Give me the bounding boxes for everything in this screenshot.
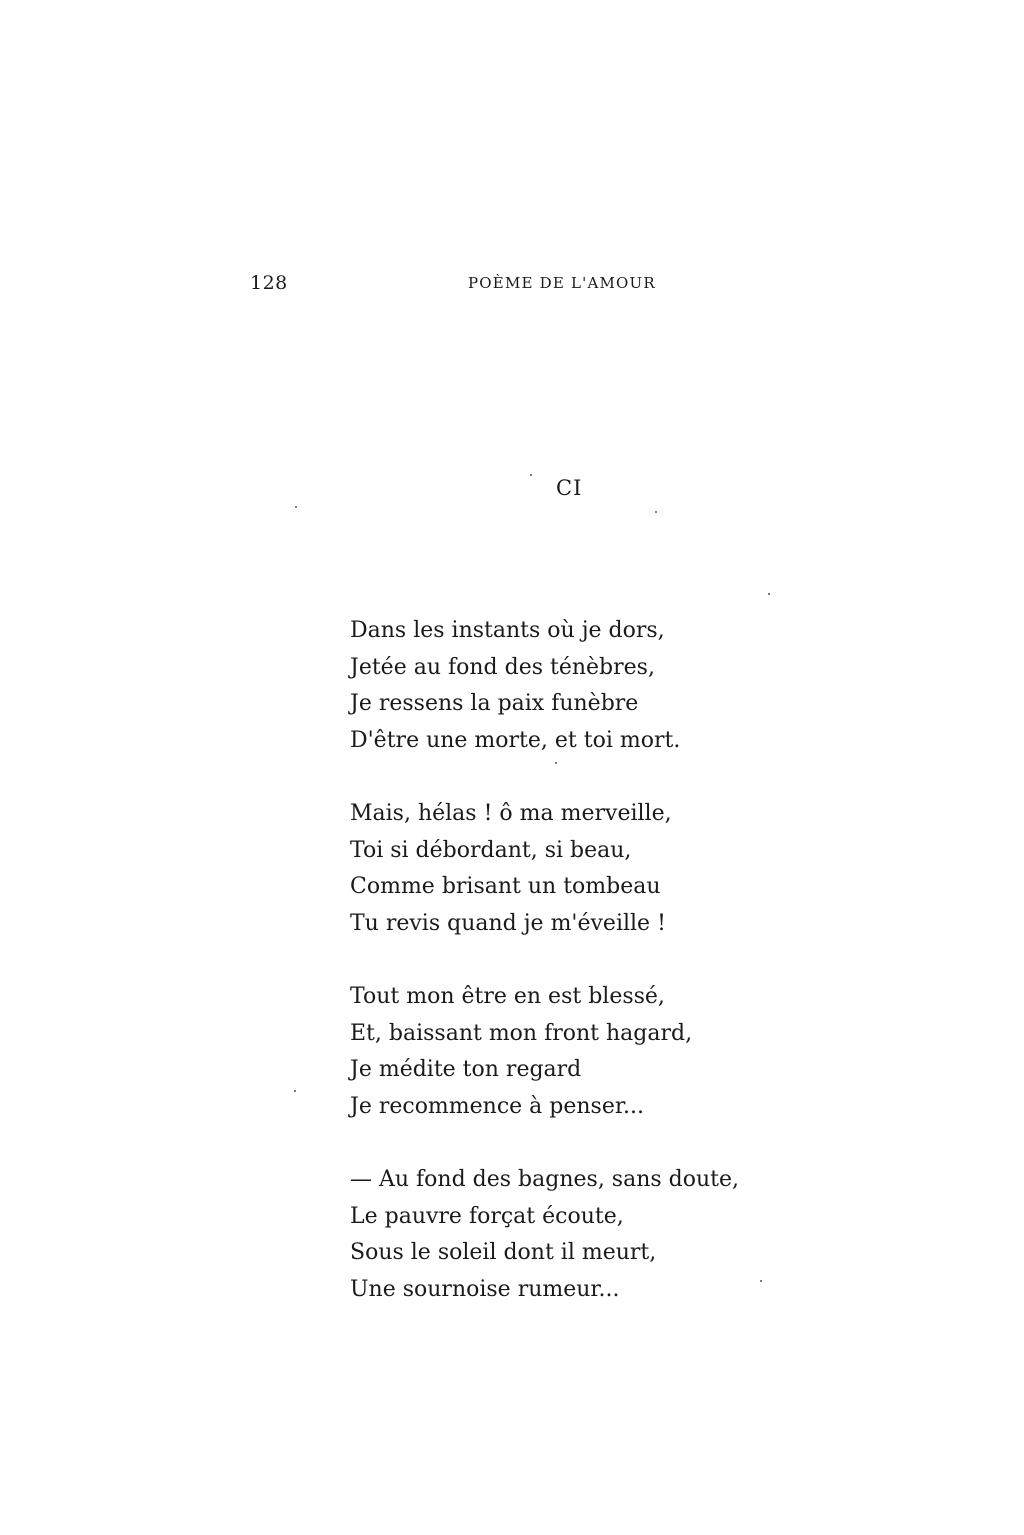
verse-line: Comme brisant un tombeau: [350, 874, 661, 899]
stanza-1: [350, 613, 739, 759]
verse-line: — Au fond des bagnes, sans doute,: [350, 1167, 740, 1192]
verse-line: Tu revis quand je m'éveille !: [350, 910, 666, 936]
poem-body: [350, 613, 739, 1345]
scan-speck: [295, 506, 297, 508]
verse-line: Tout mon être en est blessé,: [350, 984, 665, 1009]
verse-line: Je ressens la paix funèbre: [350, 691, 639, 716]
verse-line: Le pauvre forçat écoute,: [350, 1203, 624, 1229]
verse-line: Toi si débordant, si beau,: [350, 837, 632, 863]
scan-speck: [768, 593, 770, 595]
verse-line: Jetée au fond des ténèbres,: [350, 654, 655, 680]
scan-speck: [655, 511, 657, 513]
scan-speck: [294, 1090, 296, 1092]
verse-line: Sous le soleil dont il meurt,: [350, 1240, 657, 1265]
verse-line: Je médite ton regard: [350, 1057, 582, 1082]
scan-speck: [555, 762, 557, 764]
verse-line: D'être une morte, et toi mort.: [350, 727, 681, 753]
scan-speck: [760, 1280, 762, 1282]
verse-line: Dans les instants où je dors,: [350, 618, 665, 643]
scan-speck: [530, 474, 532, 476]
page-number: 128: [250, 272, 288, 294]
stanza-4: [350, 1162, 739, 1308]
verse-line: Je recommence à penser...: [350, 1093, 644, 1119]
verse-line: Mais, hélas ! ô ma merveille,: [350, 801, 672, 826]
poem-number: CI: [556, 476, 583, 500]
verse-line: Une sournoise rumeur...: [350, 1276, 620, 1302]
verse-line: Et, baissant mon front hagard,: [350, 1020, 693, 1046]
stanza-3: [350, 979, 739, 1125]
stanza-2: [350, 796, 739, 942]
running-title: POÈME DE L'AMOUR: [468, 274, 656, 292]
